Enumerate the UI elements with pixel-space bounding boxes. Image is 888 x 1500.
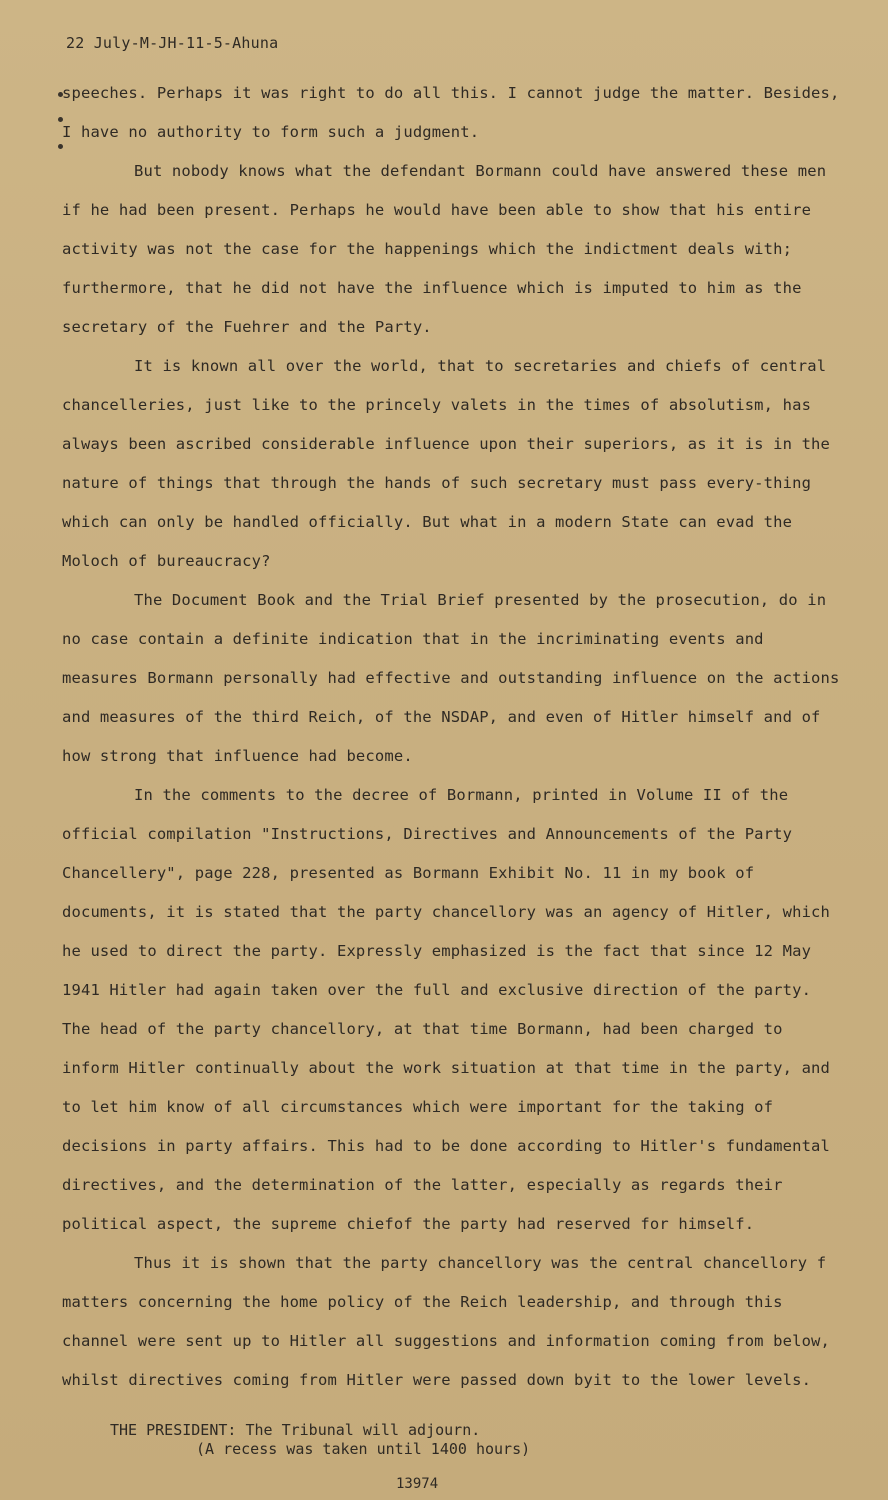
paragraph-5: In the comments to the decree of Bormann, printed in Volume II of the official compilation "Instructions, Directives and Announcements of the Party Chancellery", page 228, presented as Bormann Exhibit No. 11 in my book of documents, it is stated that the party chancellory was an agency of Hitler, which he used to direct the party. Expressly emphasized is the fact that since 12 May 1941 Hitler had again taken over the full and exclusive direction of the party. The head of the party chancellory, at that time Bormann, had been charged to inform Hitler continually about the work situation at that time in the party, and to let him know of all circumstances which were important for the taking of decisions in party affairs. This had to be done according to Hitler's fundamental directives, and the determination of the latter, especially as regards their political aspect, the supreme chiefof the party had reserved for himself.: [62, 786, 831, 1233]
closing-block: [110, 1421, 530, 1459]
paragraph-2: But nobody knows what the defendant Bormann could have answered these men if he had been present. Perhaps he would have been able to show that his entire activity was not the case for the happenings which the indictment deals with; furthermore, that he did not have the influence which is imputed to him as the secretary of the Fuehrer and the Party.: [62, 162, 827, 336]
paragraph-1: speeches. Perhaps it was right to do all this. I cannot judge the matter. Besides, I have no authority to form such a judgment.: [62, 84, 840, 141]
body-text: [62, 74, 842, 1400]
recess-note: (A recess was taken until 1400 hours): [196, 1440, 531, 1458]
page-header-reference: 22 July-M-JH-11-5-Ahuna: [66, 34, 279, 52]
president-statement: THE PRESIDENT: The Tribunal will adjourn.: [110, 1421, 481, 1439]
paragraph-4: The Document Book and the Trial Brief presented by the prosecution, do in no case contain a definite indication that in the incriminating events and measures Bormann personally had effective and outstanding influence on the actions and measures of the third Reich, of the NSDAP, and even of Hitler himself and of how strong that influence had become.: [62, 591, 840, 765]
paragraph-6: Thus it is shown that the party chancellory was the central chancellory f matters concerning the home policy of the Reich leadership, and through this channel were sent up to Hitler all suggestions and information coming from below, whilst directives coming from Hitler were passed down byit to the lower levels.: [62, 1254, 831, 1389]
paragraph-3: It is known all over the world, that to secretaries and chiefs of central chancelleries, just like to the princely valets in the times of absolutism, has always been ascribed considerable influence upon their superiors, as it is in the nature of things that through the hands of such secretary must pass every-thing which can only be handled officially. But what in a modern State can evad the Moloch of bureaucracy?: [62, 357, 831, 570]
page-number: 13974: [396, 1476, 439, 1492]
